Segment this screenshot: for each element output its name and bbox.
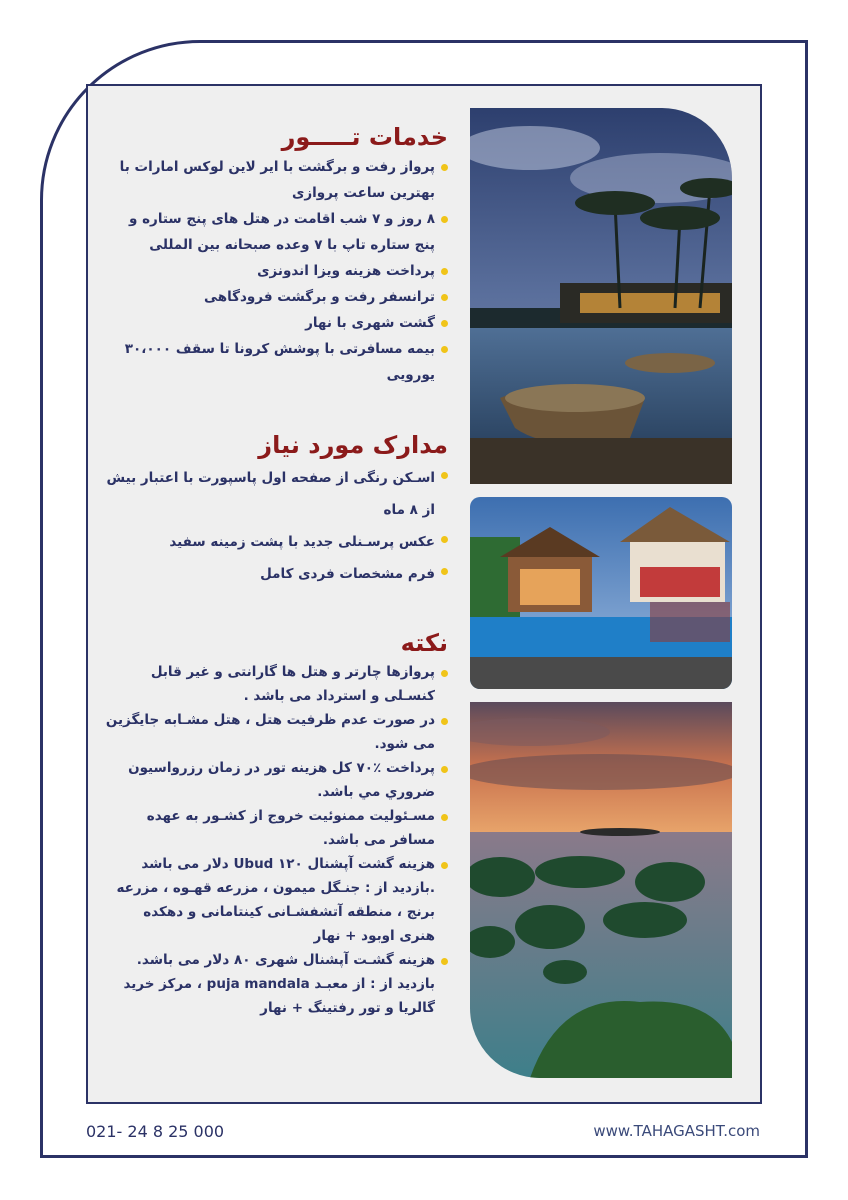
list-item: هزینه گشـت آپشنال شهری ۸۰ دلار می باشد. بازدید از : از معبـد puja mandala ، مرکز خرید گالریا و تور رفتینگ + نهار bbox=[104, 948, 448, 1020]
list-item: ۸ روز و ۷ شب اقامت در هتل های پنج ستاره و پنج ستاره تاپ با ۷ وعده صبحانه بین المللی bbox=[104, 206, 448, 258]
list-item: اسـکن رنگی از صفحه اول پاسپورت با اعتبار بیش از ۸ ماه bbox=[104, 462, 448, 526]
notes-title: نکته bbox=[400, 629, 448, 657]
list-item: ترانسفر رفت و برگشت فرودگاهی bbox=[104, 284, 448, 310]
list-item: پروازها چارتر و هتل ها گارانتی و غیر قابل کنسـلی و استرداد می باشد . bbox=[104, 660, 448, 708]
notes-list bbox=[104, 660, 448, 1020]
required-documents-list bbox=[104, 462, 448, 590]
notes-section bbox=[104, 626, 448, 1020]
tour-services-title: خدمات تـــــور bbox=[281, 123, 448, 151]
footer-website[interactable] bbox=[593, 1122, 760, 1140]
required-documents-section bbox=[104, 428, 448, 590]
list-item: پرداخت ٪۷۰ کل هزینه تور در زمان رزرواسیون ضروري مي باشد. bbox=[104, 756, 448, 804]
website-brand: TAHAGASHT bbox=[633, 1122, 724, 1140]
list-item: فرم مشخصات فردی کامل bbox=[104, 558, 448, 590]
list-item: مسـئولیت ممنوئیت خروج از کشـور به عهده مسافر می باشد. bbox=[104, 804, 448, 852]
list-item: در صورت عدم ظرفیت هتل ، هتل مشـابه جایگزین می شود. bbox=[104, 708, 448, 756]
list-item: پرواز رفت و برگشت با ایر لاین لوکس امارات با بهترین ساعت پروازی bbox=[104, 154, 448, 206]
website-prefix: www. bbox=[593, 1122, 634, 1140]
resort-pool-photo bbox=[470, 108, 732, 484]
required-documents-title: مدارک مورد نیاز bbox=[258, 431, 448, 459]
list-item: عکس پرسـنلی جدید با پشت زمینه سفید bbox=[104, 526, 448, 558]
website-suffix: .com bbox=[723, 1122, 760, 1140]
list-item: بیمه مسافرتی با پوشش کرونا تا سقف ۳۰،۰۰۰ یورویی bbox=[104, 336, 448, 388]
list-item: گشت شهری با نهار bbox=[104, 310, 448, 336]
tour-services-section bbox=[104, 120, 448, 388]
list-item: پرداخت هزینه ویزا اندونزی bbox=[104, 258, 448, 284]
islands-sunset-photo bbox=[470, 702, 732, 1078]
footer-phone: 021- 24 8 25 000 bbox=[86, 1122, 225, 1141]
villa-pool-photo bbox=[470, 497, 732, 689]
list-item: هزینه گشت آپشنال Ubud ۱۲۰ دلار می باشد .بازدید از : جنـگل میمون ، مزرعه قهـوه ، مزرعه برنج ، منطقه آتشفشـانی کینتامانی و دهکده هنری اوبود + نهار bbox=[104, 852, 448, 948]
content-column bbox=[104, 120, 448, 1030]
tour-services-list bbox=[104, 154, 448, 388]
